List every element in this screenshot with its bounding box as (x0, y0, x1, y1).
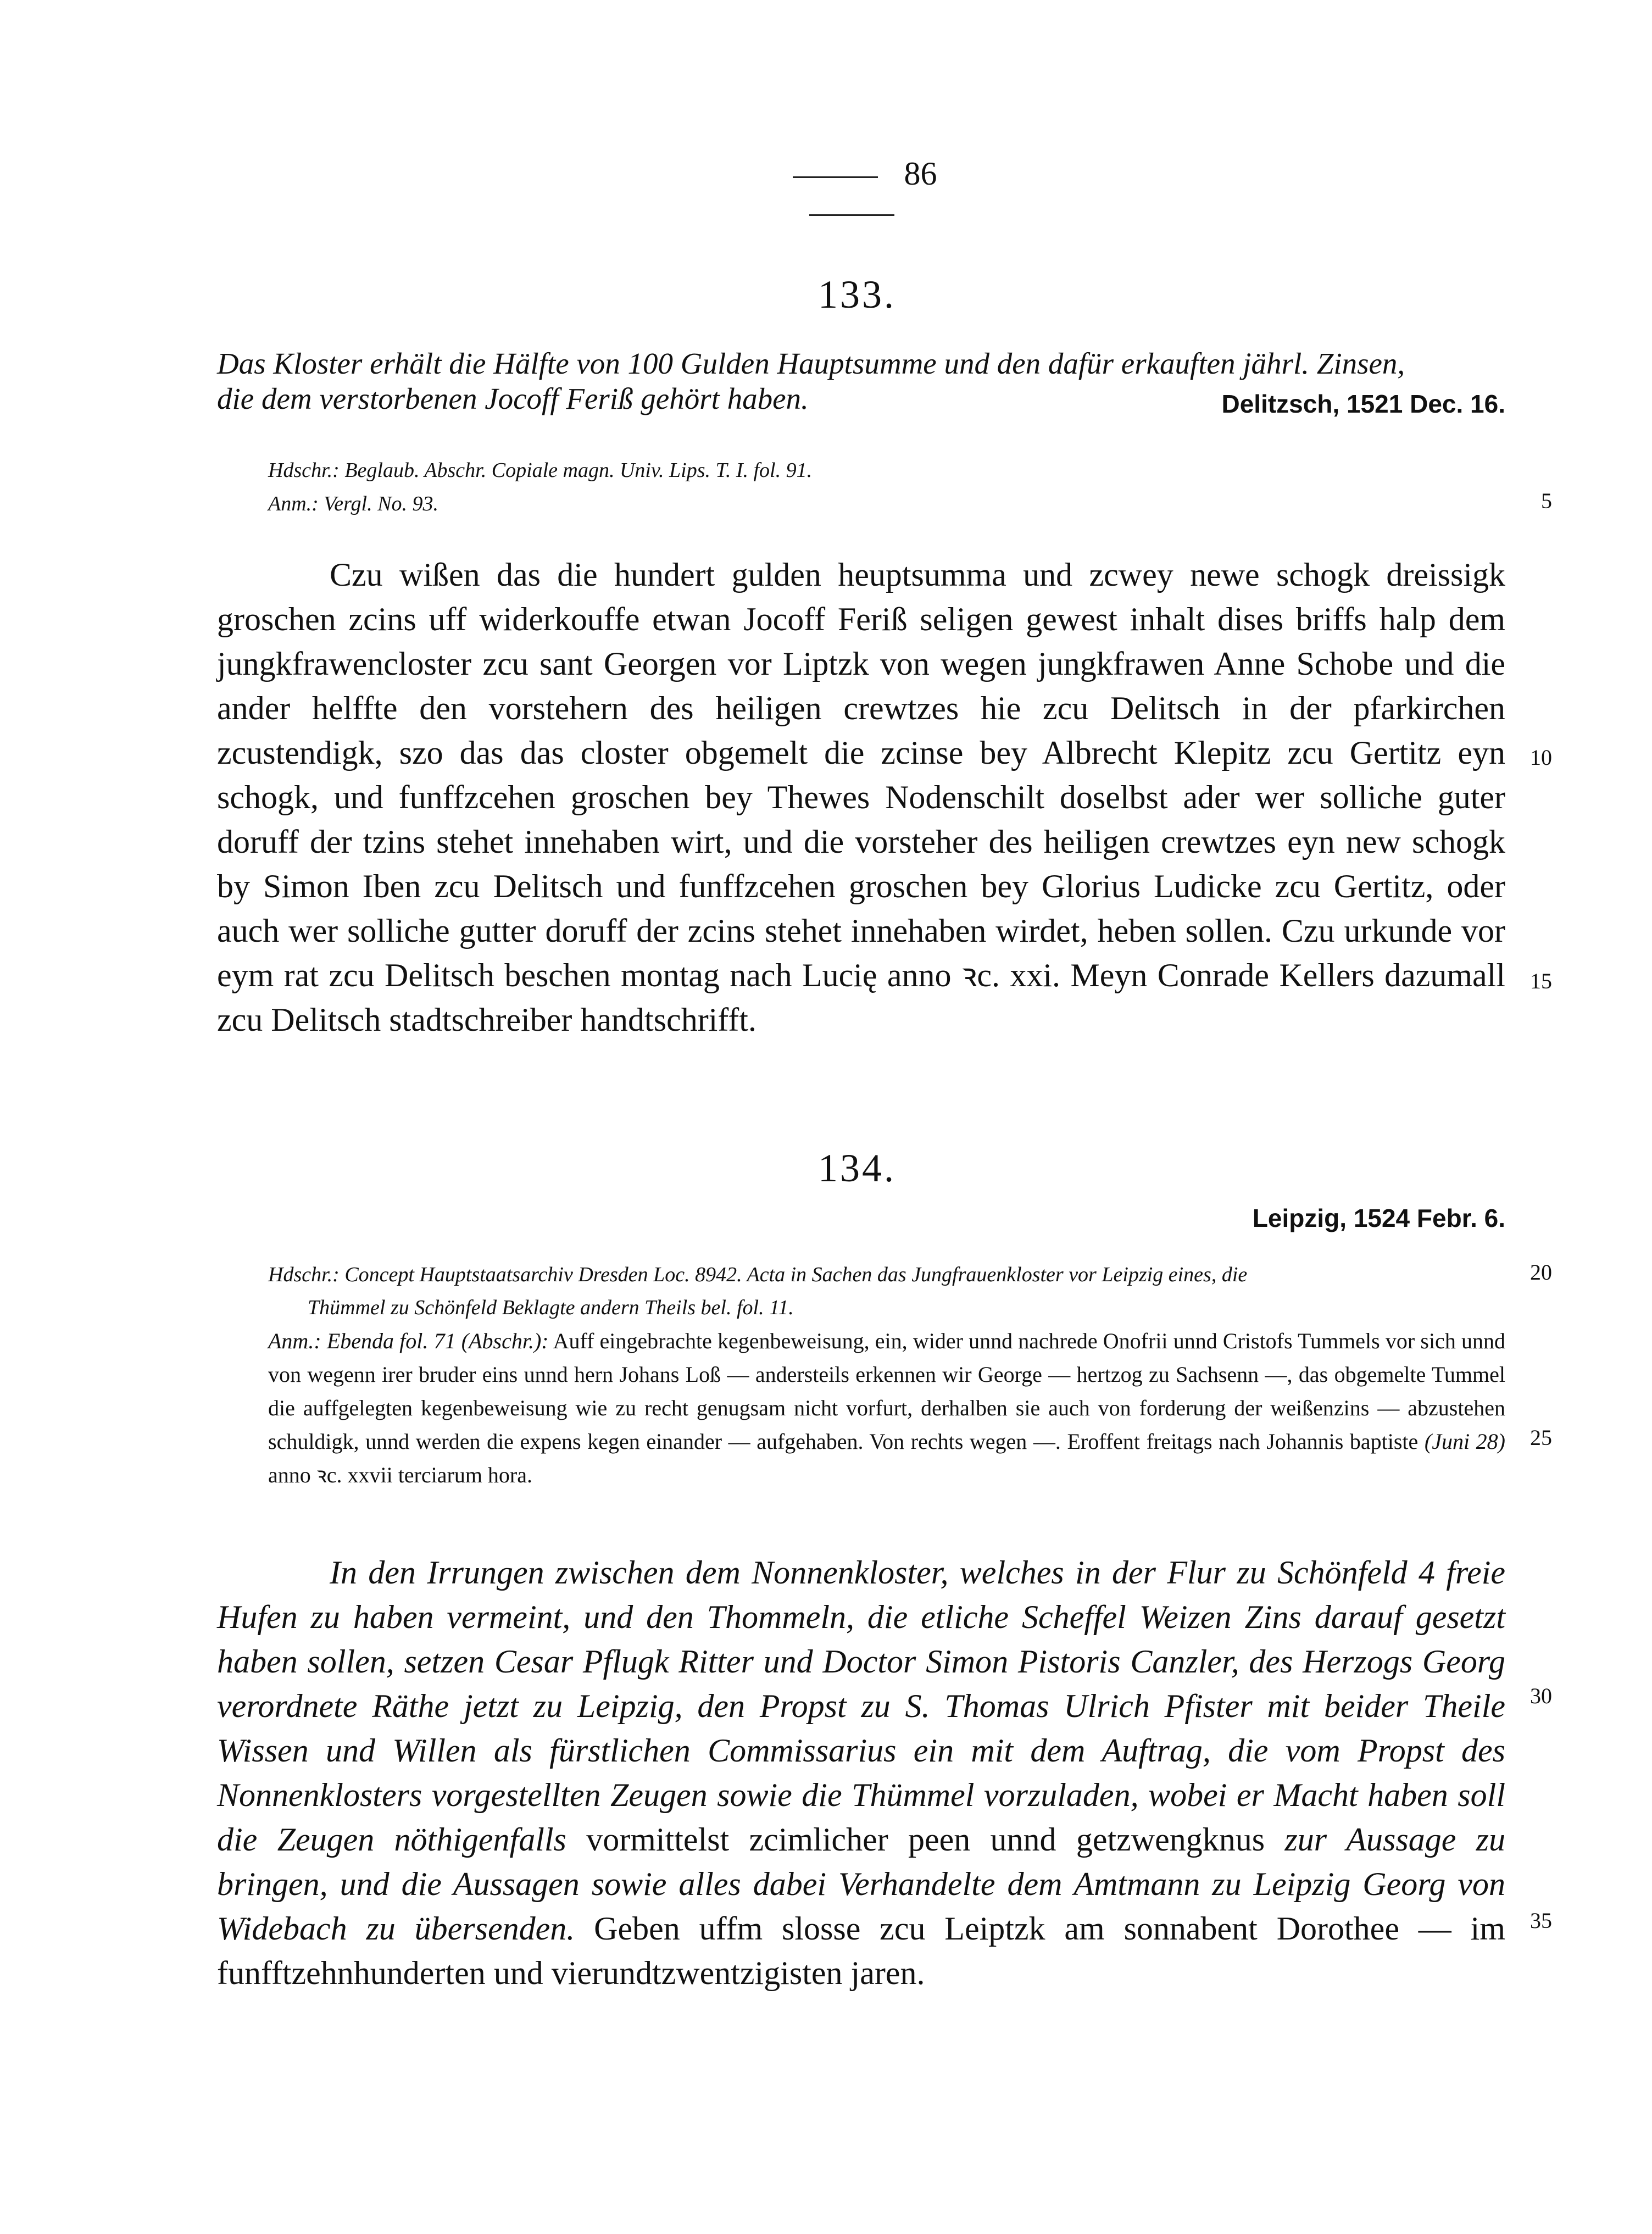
doc-134-remark-date: (Juni 28) (1424, 1429, 1505, 1454)
doc-133-regest-line-2: die dem verstorbenen Jocoff Feriß gehört haben. (217, 382, 809, 415)
doc-133-text (217, 553, 1505, 1042)
doc-134-text-roman-2: Geben uffm slosse zcu Leiptzk am sonnabent Dorothee — im funfftzehnhunderten und vierundtzwentzigisten jaren. (217, 1910, 1506, 1991)
page-number-rule-left (793, 176, 878, 178)
line-number-20: 20 (1530, 1260, 1552, 1285)
doc-133-place-date: Delitzsch, 1521 Dec. 16. (1221, 390, 1505, 418)
doc-134-remark-end: anno ꝛc. xxvii terciarum hora. (268, 1463, 533, 1487)
doc-134-text-italic-2: zur Aussage zu bringen, und die Aussagen sowie alles dabei Verhandelte dem Amtmann zu Leipzig Georg von Widebach zu übersenden. (217, 1821, 1506, 1947)
doc-134-number: 134. (818, 1146, 896, 1190)
line-number-30: 30 (1530, 1683, 1552, 1708)
doc-134-text-paragraph (217, 1551, 1505, 1996)
doc-134-remark-text: Auff eingebrachte kegenbeweisung, ein, wider unnd nachrede Onofrii unnd Cristofs Tummels vor sich unnd von wegenn irer bruder eins unnd hern Johans Loß — andersteils erkennen wir George — hertzog zu Sachsenn —, das obgemelte Tummel die auffgelegten kegenbeweisung wie zu recht genugsam nicht vorfurt, derhalben sie auch von forderung der weißenzins — abzustehen schuldigk, unnd werden die expens kegen einander — aufgehaben. Von rechts wegen —. Eroffent freitags nach Johannis baptiste (268, 1329, 1505, 1454)
doc-134-text-italic-1: In den Irrungen zwischen dem Nonnenkloster, welches in der Flur zu Schönfeld 4 freie Hufen zu haben vermeint, und den Thommeln, die etliche Scheffel Weizen Zins darauf gesetzt haben sollen, setzen Cesar Pflugk Ritter und Doctor Simon Pistoris Canzler, des Herzogs Georg verordnete Räthe jetzt zu Leipzig, den Propst zu S. Thomas Ulrich Pfister mit beider Theile Wissen und Willen als fürstlichen Commissarius ein mit dem Auftrag, die vom Propst des Nonnenklosters vorgestellten Zeugen sowie die Thümmel vorzuladen, wobei er Macht haben soll die Zeugen nöthigenfalls (217, 1554, 1505, 1858)
doc-134-text (217, 1551, 1505, 1996)
doc-134-manuscript-note-line-1: Hdschr.: Concept Hauptstaatsarchiv Dresden Loc. 8942. Acta in Sachen das Jungfrauenkloster vor Leipzig eines, die (268, 1263, 1248, 1286)
page-number-text: 86 (904, 155, 937, 192)
doc-133-manuscript-note: Hdschr.: Beglaub. Abschr. Copiale magn. Univ. Lips. T. I. fol. 91. (268, 459, 813, 482)
doc-134-remark-label: Anm.: Ebenda fol. 71 (Abschr.): (268, 1329, 549, 1353)
doc-134-manuscript-note (268, 1258, 1505, 1324)
doc-133-regest-line-1: Das Kloster erhält die Hälfte von 100 Gulden Hauptsumme und den dafür erkauften jährl. Zinsen, (217, 347, 1405, 380)
doc-133-text-paragraph: Czu wißen das die hundert gulden heuptsumma und zcwey newe schogk dreissigk groschen zcins uff widerkouffe etwan Jocoff Feriß seligen gewest inhalt dises briffs halp dem jungkfrawencloster zcu sant Georgen vor Liptzk von wegen jungkfrawen Anne Schobe und die ander helffte den vorstehern des heiligen crewtzes hie zcu Delitsch in der pfarkirchen zcustendigk, szo das das closter obgemelt die zcinse bey Albrecht Klepitz zcu Gertitz eyn schogk, und funffzcehen groschen bey Thewes Nodenschilt doselbst ader wer solliche guter doruff der tzins stehet innehaben wirt, und die vorsteher des heiligen crewtzes eyn new schogk by Simon Iben zcu Delitsch und funffzcehen groschen bey Glorius Ludicke zcu Gertitz, oder auch wer solliche gutter doruff der zcins stehet innehaben wirdet, heben sollen. Czu urkunde vor eym rat zcu Delitsch beschen montag nach Lucię anno ꝛc. xxi. Meyn Conrade Kellers dazumall zcu Delitsch stadtschreiber handtschrifft. (217, 557, 1505, 1038)
line-number-5: 5 (1541, 488, 1552, 513)
line-number-25: 25 (1530, 1425, 1552, 1450)
page-number (714, 155, 989, 231)
doc-134-remark-note (268, 1324, 1505, 1492)
line-number-35: 35 (1530, 1908, 1552, 1933)
line-number-15: 15 (1530, 969, 1552, 993)
doc-134-manuscript-note-line-2: Thümmel zu Schönfeld Beklagte andern Theils bel. fol. 11. (308, 1296, 794, 1319)
doc-133-remark-note: Anm.: Vergl. No. 93. (268, 492, 438, 515)
doc-134-place-date: Leipzig, 1524 Febr. 6. (1252, 1204, 1505, 1232)
doc-133-number: 133. (818, 273, 896, 316)
doc-134-text-roman-1: vormittelst zcimlicher peen unnd getzwengknus (586, 1821, 1265, 1858)
line-number-10: 10 (1530, 745, 1552, 770)
page-number-rule-right (809, 214, 894, 216)
